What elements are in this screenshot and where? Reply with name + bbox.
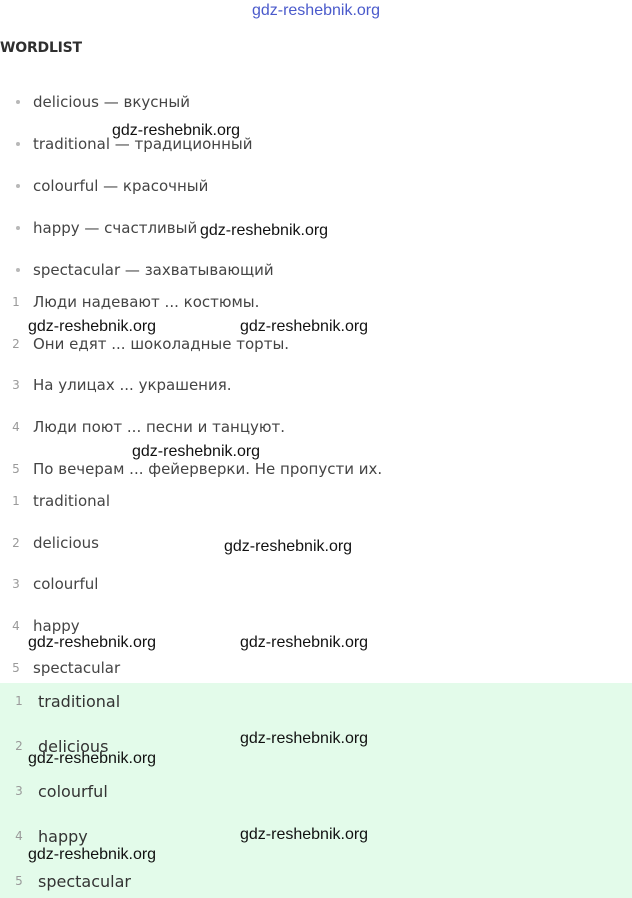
sentence-text: Люди надевают ... костюмы. [33, 293, 260, 311]
bullet-icon [16, 268, 20, 272]
answer-box-text: colourful [38, 781, 108, 801]
answer-text: colourful [33, 575, 99, 593]
item-number: 4 [12, 420, 20, 434]
answer-text: delicious [33, 534, 99, 552]
answer-item [0, 572, 98, 596]
answer-box-item [0, 779, 108, 803]
answer-text: traditional [33, 492, 111, 510]
wordlist-item [0, 258, 274, 282]
watermark: gdz-reshebnik.org [28, 846, 157, 863]
item-number: 5 [12, 661, 20, 675]
item-number: 4 [12, 619, 20, 633]
sentence-text: На улицах ... украшения. [33, 376, 232, 394]
item-number: 2 [15, 739, 23, 753]
wordlist-item-text: delicious — вкусный [33, 93, 190, 111]
answer-box-item [0, 689, 120, 713]
item-number: 3 [15, 784, 23, 798]
answer-box-text: delicious [38, 736, 109, 756]
item-number: 1 [15, 694, 23, 708]
wordlist-item [0, 90, 190, 114]
answer-box-item [0, 824, 88, 848]
sentence-text: Люди поют ... песни и танцуют. [33, 418, 286, 436]
answer-text: happy [33, 617, 80, 635]
answer-box [0, 683, 632, 898]
watermark: gdz-reshebnik.org [240, 826, 369, 843]
watermark: gdz-reshebnik.org [28, 318, 157, 335]
sentence-text: По вечерам ... фейерверки. Не пропусти их. [33, 460, 383, 478]
item-number: 4 [15, 829, 23, 843]
answer-text: spectacular [33, 659, 121, 677]
wordlist-heading: WORDLIST [0, 40, 82, 56]
answer-item [0, 656, 120, 680]
answer-item [0, 489, 110, 513]
bullet-icon [16, 184, 20, 188]
wordlist-item [0, 216, 197, 240]
sentence-item [0, 415, 285, 439]
bullet-icon [16, 100, 20, 104]
sentence-item [0, 290, 259, 314]
bullet-icon [16, 142, 20, 146]
watermark: gdz-reshebnik.org [200, 222, 329, 239]
item-number: 3 [12, 378, 20, 392]
sentence-text: Они едят ... шоколадные торты. [33, 335, 290, 353]
bullet-icon [16, 226, 20, 230]
item-number: 5 [12, 462, 20, 476]
site-header-link[interactable]: gdz-reshebnik.org [251, 2, 381, 19]
watermark: gdz-reshebnik.org [28, 634, 157, 651]
watermark: gdz-reshebnik.org [112, 122, 241, 139]
watermark: gdz-reshebnik.org [240, 730, 369, 747]
answer-box-text: traditional [38, 691, 121, 711]
answer-box-item [0, 869, 131, 893]
item-number: 2 [12, 536, 20, 550]
answer-item [0, 531, 99, 555]
item-number: 1 [12, 295, 20, 309]
watermark: gdz-reshebnik.org [240, 318, 369, 335]
answer-box-text: spectacular [38, 871, 131, 891]
item-number: 2 [12, 337, 20, 351]
watermark: gdz-reshebnik.org [224, 538, 353, 555]
wordlist-item-text: colourful — красочный [33, 177, 209, 195]
watermark: gdz-reshebnik.org [132, 443, 261, 460]
item-number: 3 [12, 577, 20, 591]
wordlist-item-text: traditional — традиционный [33, 135, 253, 153]
watermark: gdz-reshebnik.org [28, 750, 157, 767]
sentence-item [0, 373, 232, 397]
item-number: 1 [12, 494, 20, 508]
wordlist-item-text: happy — счастливый [33, 219, 198, 237]
watermark: gdz-reshebnik.org [240, 634, 369, 651]
answer-box-text: happy [38, 826, 88, 846]
wordlist-item-text: spectacular — захватывающий [33, 261, 274, 279]
wordlist-item [0, 174, 208, 198]
item-number: 5 [15, 874, 23, 888]
